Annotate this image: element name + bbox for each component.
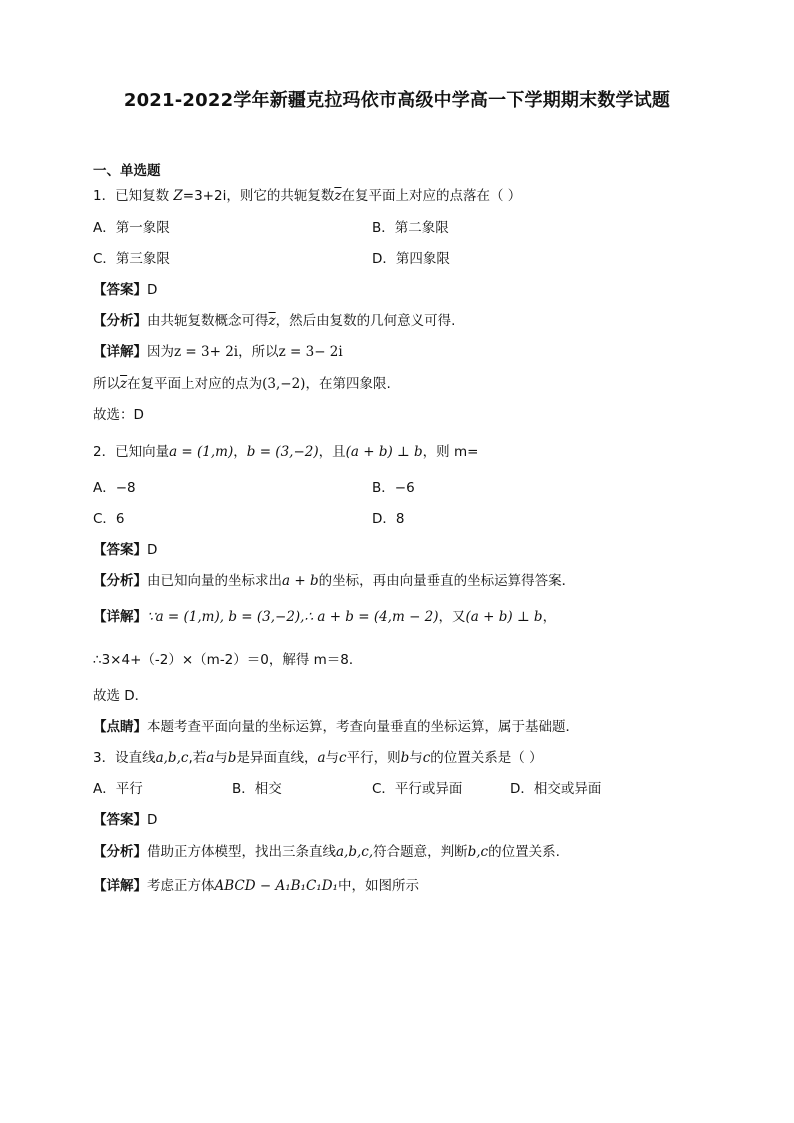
question-1-option-a: A．第一象限 <box>93 220 170 236</box>
question-2-option-c: C．6 <box>93 511 125 527</box>
question-2-detail: 【详解】∵a = (1,m), b = (3,−2),∴ a + b = (4,m − 2)，又(a + b) ⊥ b， <box>93 609 557 625</box>
question-2-option-d: D．8 <box>372 511 405 527</box>
question-3-option-c: C．平行或异面 <box>372 781 463 797</box>
question-1-detail: 【详解】因为z = 3+ 2i，所以z = 3− 2i <box>93 344 343 360</box>
question-1-option-b: B．第二象限 <box>372 220 449 236</box>
question-2-comment: 【点睛】本题考查平面向量的坐标运算，考查向量垂直的坐标运算，属于基础题． <box>93 719 579 735</box>
question-2-answer: 【答案】D <box>93 542 158 558</box>
question-3-detail: 【详解】考虑正方体ABCD − A₁B₁C₁D₁中，如图所示 <box>93 878 419 894</box>
question-2-option-a: A．−8 <box>93 480 136 496</box>
question-2-stem: 2．已知向量a = (1,m)，b = (3,−2)，且(a + b) ⊥ b，则 m= <box>93 444 479 460</box>
question-1-detail-line-2: 所以$\overline{z}$在复平面上对应的点为(3,−2)，在第四象限. <box>93 376 391 392</box>
question-1-option-d: D．第四象限 <box>372 251 450 267</box>
question-2-analysis: 【分析】由已知向量的坐标求出a + b的坐标，再由向量垂直的坐标运算得答案． <box>93 573 576 589</box>
question-2-option-b: B．−6 <box>372 480 415 496</box>
question-1-option-c: C．第三象限 <box>93 251 170 267</box>
question-1-conclusion: 故选：D <box>93 407 144 423</box>
document-title: 2021-2022学年新疆克拉玛依市高级中学高一下学期期末数学试题 <box>123 90 671 111</box>
question-2-conclusion: 故选 D． <box>93 688 149 704</box>
question-3-analysis: 【分析】借助正方体模型，找出三条直线a,b,c,符合题意，判断b,c的位置关系. <box>93 844 560 860</box>
question-1-analysis: 【分析】由共轭复数概念可得$\overline{z}$，然后由复数的几何意义可得. <box>93 313 456 329</box>
question-3-option-a: A．平行 <box>93 781 143 797</box>
question-3-answer: 【答案】D <box>93 812 158 828</box>
question-3-option-d: D．相交或异面 <box>510 781 602 797</box>
question-3-stem: 3．设直线a,b,c,若a与b是异面直线，a与c平行，则b与c的位置关系是（ ） <box>93 750 543 766</box>
question-1-answer: 【答案】D <box>93 282 158 298</box>
question-2-calculation: ∴3×4+（-2）×（m-2）＝0，解得 m＝8． <box>93 652 363 668</box>
question-1-stem: 1．已知复数 Z=3+2i，则它的共轭复数$\overline{z}$在复平面上对应的点落在（ ） <box>93 188 522 204</box>
section-heading: 一、单选题 <box>93 163 161 179</box>
question-3-option-b: B．相交 <box>232 781 282 797</box>
